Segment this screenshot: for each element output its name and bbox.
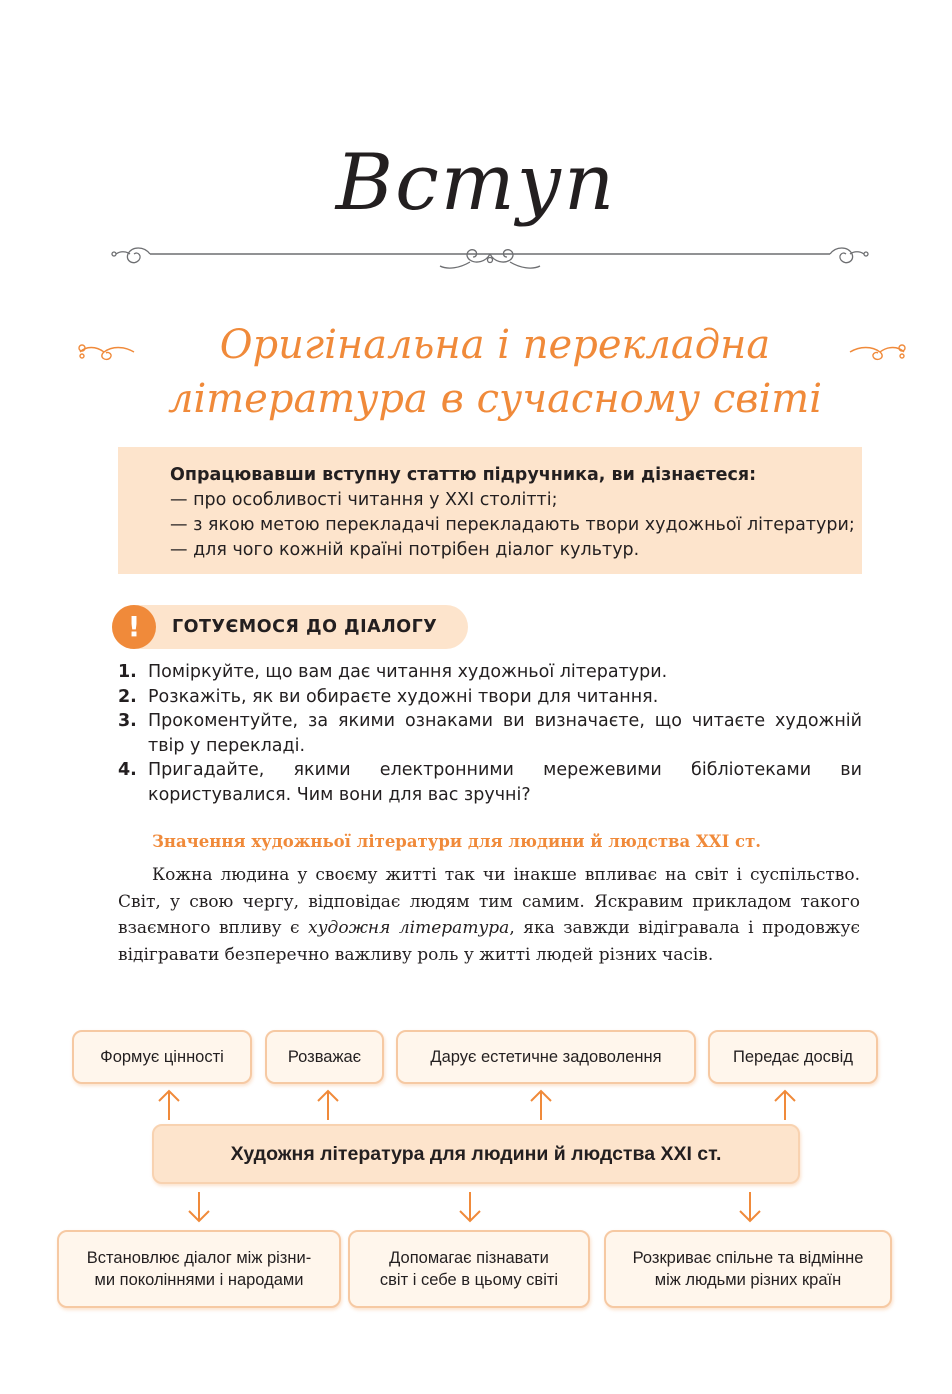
question-number: 3.	[118, 711, 137, 731]
question-text: Пригадайте, якими електронними мережевими бібліотеками ви користувалися. Чим вони для вас зручні?	[148, 760, 862, 805]
question-number: 4.	[118, 760, 137, 780]
question-item	[118, 758, 862, 807]
article-paragraph	[118, 862, 860, 968]
question-text: Поміркуйте, що вам дає читання художньої літератури.	[148, 662, 668, 682]
diagram-bottom-box	[604, 1230, 892, 1308]
page-title: Вступ	[335, 138, 617, 228]
article-heading: Значення художньої літератури для людини й людства XXI ст.	[152, 832, 762, 851]
diagram-center-box: Художня література для людини й людства XXI ст.	[152, 1124, 800, 1184]
diagram-top-box: Розважає	[265, 1030, 384, 1084]
objective-item: — для чого кожній країні потрібен діалог культур.	[170, 540, 640, 560]
arrow-down-icon	[738, 1190, 762, 1224]
arrow-up-icon	[529, 1088, 553, 1122]
arrow-down-icon	[187, 1190, 211, 1224]
right-flourish-icon	[848, 340, 908, 364]
exclamation-icon: !	[112, 605, 156, 649]
question-item	[118, 685, 862, 710]
subtitle-line-2: література в сучасному світі	[167, 376, 823, 422]
box-line: між людьми різних країн	[654, 1271, 842, 1289]
diagram-top-box: Дарує естетичне задоволення	[396, 1030, 696, 1084]
learning-objectives-box	[118, 447, 862, 574]
article-text-emphasis: художня література	[308, 918, 510, 938]
objectives-heading: Опрацювавши вступну статтю підручника, ви дізнаєтеся:	[170, 465, 757, 485]
question-text: Розкажіть, як ви обираєте художні твори для читання.	[148, 686, 659, 707]
question-list	[118, 660, 862, 807]
diagram-bottom-box	[348, 1230, 590, 1308]
arrow-up-icon	[157, 1088, 181, 1122]
box-line: ми поколіннями і народами	[94, 1271, 304, 1289]
diagram-top-box: Передає досвід	[708, 1030, 878, 1084]
section-title: ГОТУЄМОСЯ ДО ДІАЛОГУ	[172, 617, 438, 637]
arrow-up-icon	[316, 1088, 340, 1122]
question-item	[118, 709, 862, 758]
question-number: 2.	[118, 686, 137, 707]
objective-item: — з якою метою перекладачі перекладають твори художньої літератури;	[170, 515, 855, 535]
question-item	[118, 660, 862, 685]
box-line: Встановлює діалог між різни-	[86, 1249, 312, 1267]
diagram-top-box: Формує цінності	[72, 1030, 252, 1084]
subtitle	[80, 318, 910, 426]
box-line: Допомагає пізнавати	[389, 1249, 549, 1267]
box-line: Розкриває спільне та відмінне	[632, 1249, 864, 1267]
diagram-bottom-box	[57, 1230, 341, 1308]
subtitle-line-1: Оригінальна і перекладна	[219, 322, 771, 368]
arrow-down-icon	[458, 1190, 482, 1224]
arrow-up-icon	[773, 1088, 797, 1122]
article-text-start: Кожна людина у своєму житті так чи інакше впливає на світ і суспільство. Світ, у свою чергу, відповідає людям тим самим. Яскравим прикладом такого взаємного впливу є	[118, 865, 860, 938]
question-text: Прокоментуйте, за якими ознаками ви визначаєте, що читаєте художній твір у перекладі.	[148, 711, 862, 756]
objective-item: — про особливості читання у XXI столітті;	[170, 490, 558, 510]
box-line: світ і себе в цьому світі	[379, 1271, 559, 1289]
article-text-end: , яка завжди відігравала і продовжує відігравати безперечно важливу роль у житті людей різних часів.	[118, 918, 860, 965]
divider-ornament-icon	[110, 240, 870, 280]
question-number: 1.	[118, 662, 137, 682]
